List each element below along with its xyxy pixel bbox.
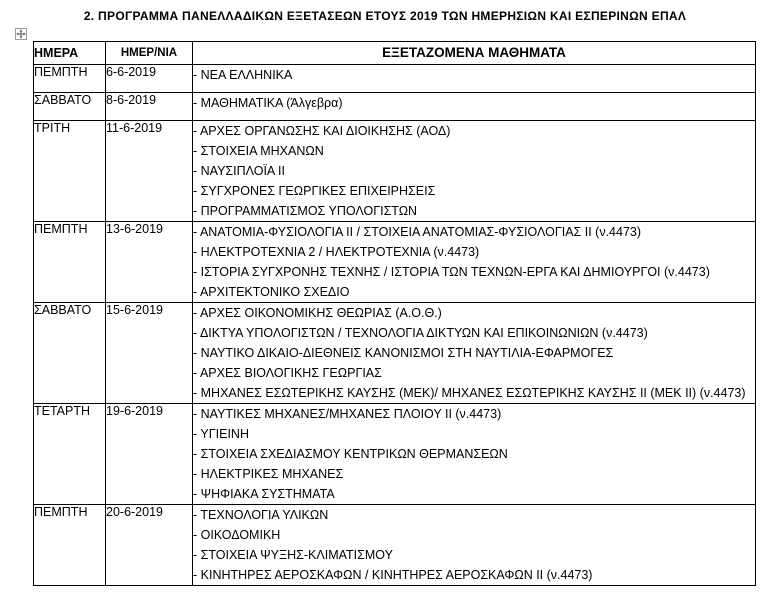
subject-item: - ΠΡΟΓΡΑΜΜΑΤΙΣΜΟΣ ΥΠΟΛΟΓΙΣΤΩΝ <box>193 204 418 218</box>
table-move-handle-icon[interactable] <box>15 28 27 40</box>
subject-item: - ΔΙΚΤΥΑ ΥΠΟΛΟΓΙΣΤΩΝ / ΤΕΧΝΟΛΟΓΙΑ ΔΙΚΤΥΩΝ ΚΑΙ ΕΠΙΚΟΙΝΩΝΙΩΝ (ν.4473) <box>193 326 648 340</box>
subject-list <box>193 303 755 403</box>
subject-item: - ΑΡΧΙΤΕΚΤΟΝΙΚΟ ΣΧΕΔΙΟ <box>193 285 350 299</box>
subject-item: - ΤΕΧΝΟΛΟΓΙΑ ΥΛΙΚΩΝ <box>193 508 329 522</box>
subject-item: - ΑΡΧΕΣ ΟΡΓΑΝΩΣΗΣ ΚΑΙ ΔΙΟΙΚΗΣΗΣ (ΑΟΔ) <box>193 124 451 138</box>
header-subjects: ΕΞΕΤΑΖΟΜΕΝΑ ΜΑΘΗΜΑΤΑ <box>193 42 756 65</box>
subject-list <box>193 505 755 585</box>
subjects-cell <box>193 404 756 505</box>
table-row <box>34 303 756 404</box>
date-cell: 11-6-2019 <box>106 121 193 222</box>
day-cell: ΣΑΒΒΑΤΟ <box>34 303 106 404</box>
document-title: 2. ΠΡΟΓΡΑΜΜΑ ΠΑΝΕΛΛΑΔΙΚΩΝ ΕΞΕΤΑΣΕΩΝ ΕΤΟΥΣ 2019 ΤΩΝ ΗΜΕΡΗΣΙΩΝ ΚΑΙ ΕΣΠΕΡΙΝΩΝ ΕΠΑΛ <box>83 9 687 23</box>
exam-schedule-table <box>33 41 756 586</box>
subject-item: - ΝΑΥΣΙΠΛΟΪΑ ΙΙ <box>193 164 285 178</box>
table-row <box>34 222 756 303</box>
subjects-cell <box>193 222 756 303</box>
subject-item: - ΝΑΥΤΙΚΕΣ ΜΗΧΑΝΕΣ/ΜΗΧΑΝΕΣ ΠΛΟΙΟΥ ΙΙ (ν.4473) <box>193 407 502 421</box>
table-row <box>34 121 756 222</box>
subject-list <box>193 65 755 85</box>
day-cell: ΤΕΤΑΡΤΗ <box>34 404 106 505</box>
subject-item: - ΣΤΟΙΧΕΙΑ ΨΥΞΗΣ-ΚΛΙΜΑΤΙΣΜΟΥ <box>193 548 393 562</box>
date-cell: 13-6-2019 <box>106 222 193 303</box>
subject-list <box>193 93 755 113</box>
subject-item: - ΙΣΤΟΡΙΑ ΣΥΓΧΡΟΝΗΣ ΤΕΧΝΗΣ / ΙΣΤΟΡΙΑ ΤΩΝ ΤΕΧΝΩΝ-ΕΡΓΑ ΚΑΙ ΔΗΜΙΟΥΡΓΟΙ (ν.4473) <box>193 265 710 279</box>
header-date: ΗΜΕΡ/ΝΙΑ <box>106 42 193 65</box>
header-day: ΗΜΕΡΑ <box>34 42 106 65</box>
subjects-cell <box>193 303 756 404</box>
subject-list <box>193 121 755 221</box>
subjects-cell <box>193 121 756 222</box>
table-row <box>34 505 756 586</box>
day-cell: ΤΡΙΤΗ <box>34 121 106 222</box>
subject-item: - ΚΙΝΗΤΗΡΕΣ ΑΕΡΟΣΚΑΦΩΝ / ΚΙΝΗΤΗΡΕΣ ΑΕΡΟΣΚΑΦΩΝ ΙΙ (ν.4473) <box>193 568 593 582</box>
subject-item: - ΟΙΚΟΔΟΜΙΚΗ <box>193 528 281 542</box>
subject-list <box>193 404 755 504</box>
subjects-cell <box>193 93 756 121</box>
table-row <box>34 404 756 505</box>
subject-item: - ΣΤΟΙΧΕΙΑ ΜΗΧΑΝΩΝ <box>193 144 324 158</box>
subject-item: - ΣΤΟΙΧΕΙΑ ΣΧΕΔΙΑΣΜΟΥ ΚΕΝΤΡΙΚΩΝ ΘΕΡΜΑΝΣΕΩΝ <box>193 447 508 461</box>
subject-item: - ΝΕΑ ΕΛΛΗΝΙΚΑ <box>193 68 293 82</box>
day-cell: ΠΕΜΠΤΗ <box>34 505 106 586</box>
subjects-cell <box>193 65 756 93</box>
subject-item: - ΗΛΕΚΤΡΙΚΕΣ ΜΗΧΑΝΕΣ <box>193 467 344 481</box>
table-row <box>34 93 756 121</box>
subject-item: - ΝΑΥΤΙΚΟ ΔΙΚΑΙΟ-ΔΙΕΘΝΕΙΣ ΚΑΝΟΝΙΣΜΟΙ ΣΤΗ ΝΑΥΤΙΛΙΑ-ΕΦΑΡΜΟΓΕΣ <box>193 346 614 360</box>
subject-item: - ΜΗΧΑΝΕΣ ΕΣΩΤΕΡΙΚΗΣ ΚΑΥΣΗΣ (ΜΕΚ)/ ΜΗΧΑΝΕΣ ΕΣΩΤΕΡΙΚΗΣ ΚΑΥΣΗΣ ΙΙ (ΜΕΚ ΙΙ) (ν.4473) <box>193 386 746 400</box>
date-cell: 15-6-2019 <box>106 303 193 404</box>
table-row <box>34 65 756 93</box>
day-cell: ΠΕΜΠΤΗ <box>34 222 106 303</box>
subject-list <box>193 222 755 302</box>
day-cell: ΣΑΒΒΑΤΟ <box>34 93 106 121</box>
day-cell: ΠΕΜΠΤΗ <box>34 65 106 93</box>
subject-item: - ΜΑΘΗΜΑΤΙΚΑ (Άλγεβρα) <box>193 96 343 110</box>
subjects-cell <box>193 505 756 586</box>
date-cell: 6-6-2019 <box>106 65 193 93</box>
subject-item: - ΑΡΧΕΣ ΟΙΚΟΝΟΜΙΚΗΣ ΘΕΩΡΙΑΣ (Α.Ο.Θ.) <box>193 306 442 320</box>
subject-item: - ΥΓΙΕΙΝΗ <box>193 427 249 441</box>
subject-item: - ΑΡΧΕΣ ΒΙΟΛΟΓΙΚΗΣ ΓΕΩΡΓΙΑΣ <box>193 366 382 380</box>
subject-item: - ΑΝΑΤΟΜΙΑ-ΦΥΣΙΟΛΟΓΙΑ ΙΙ / ΣΤΟΙΧΕΙΑ ΑΝΑΤΟΜΙΑΣ-ΦΥΣΙΟΛΟΓΙΑΣ ΙΙ (ν.4473) <box>193 225 642 239</box>
date-cell: 19-6-2019 <box>106 404 193 505</box>
subject-item: - ΗΛΕΚΤΡΟΤΕΧΝΙΑ 2 / ΗΛΕΚΤΡΟΤΕΧΝΙΑ (ν.4473) <box>193 245 480 259</box>
table-header-row <box>34 42 756 65</box>
date-cell: 8-6-2019 <box>106 93 193 121</box>
subject-item: - ΣΥΓΧΡΟΝΕΣ ΓΕΩΡΓΙΚΕΣ ΕΠΙΧΕΙΡΗΣΕΙΣ <box>193 184 436 198</box>
date-cell: 20-6-2019 <box>106 505 193 586</box>
subject-item: - ΨΗΦΙΑΚΑ ΣΥΣΤΗΜΑΤΑ <box>193 487 335 501</box>
